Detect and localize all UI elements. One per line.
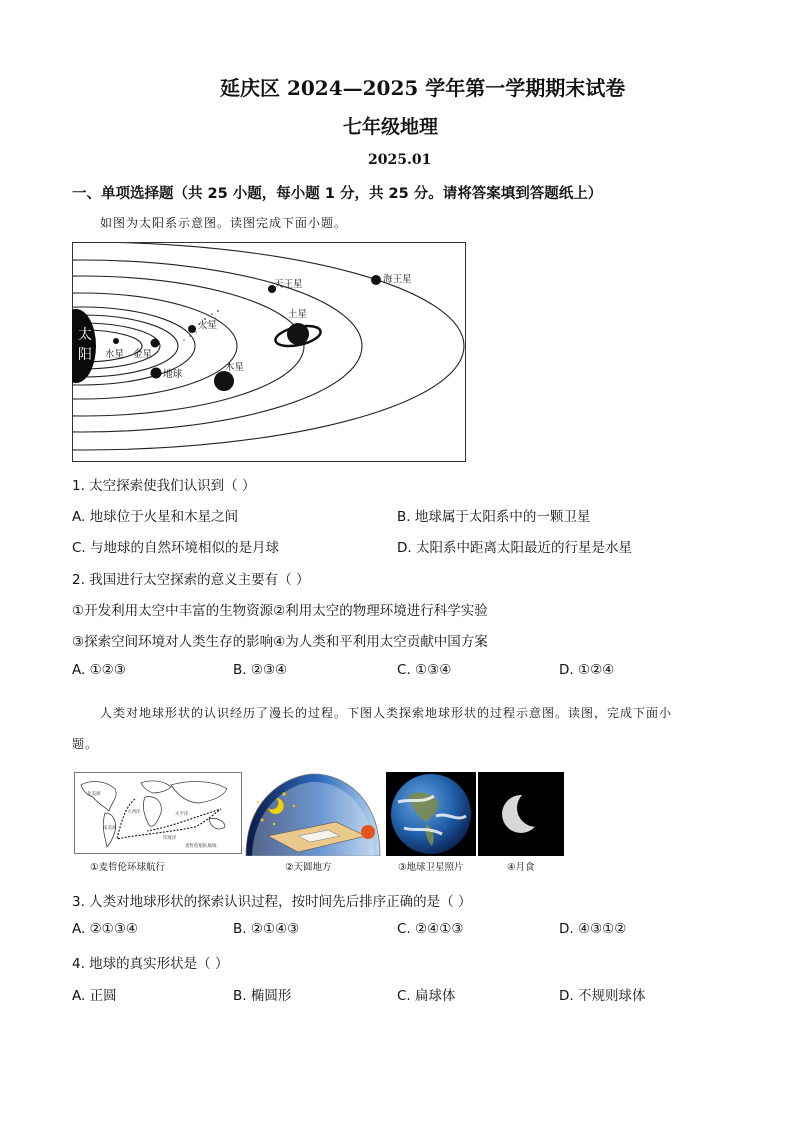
- q2-statement-line-1: ①开发利用太空中丰富的生物资源②利用太空的物理环境进行科学实验: [72, 603, 488, 619]
- planet-earth: [151, 368, 162, 379]
- planet-mars: [188, 325, 196, 333]
- caption-satellite-photo: ③地球卫星照片: [398, 862, 464, 873]
- planet-jupiter: [214, 371, 234, 391]
- caption-sky-dome: ②天圆地方: [285, 862, 332, 873]
- q3-option-a[interactable]: A. ②①③④: [72, 921, 138, 937]
- map-label-atlantic: 大西洋: [127, 810, 141, 815]
- earth-photo: [386, 772, 476, 856]
- intro-text-2-line-2: 题。: [72, 737, 99, 751]
- earth-photo-panel: [386, 772, 476, 856]
- intro-text-1: 如图为太阳系示意图。读图完成下面小题。: [100, 216, 348, 230]
- label-neptune: 海王星: [383, 274, 412, 285]
- map-label-indian: 印度洋: [163, 836, 177, 841]
- q1-option-c[interactable]: C. 与地球的自然环境相似的是月球: [72, 540, 280, 556]
- q4-option-b[interactable]: B. 椭圆形: [233, 988, 292, 1004]
- exam-subtitle: 七年级地理: [343, 116, 439, 138]
- q4-stem: 4. 地球的真实形状是（ ）: [72, 956, 229, 972]
- intro-text-2-line-1: 人类对地球形状的认识经历了漫长的过程。下图人类探索地球形状的过程示意图。读图，完成下面小: [100, 706, 673, 720]
- q1-stem: 1. 太空探索使我们认识到（ ）: [72, 478, 256, 494]
- q3-stem: 3. 人类对地球形状的探索认识过程，按时间先后排序正确的是（ ）: [72, 894, 472, 910]
- planet-mercury: [113, 338, 119, 344]
- q3-option-d[interactable]: D. ④③①②: [559, 921, 627, 937]
- map-label-route: 麦哲伦船队航线: [185, 844, 217, 849]
- q4-option-d[interactable]: D. 不规则球体: [559, 988, 646, 1004]
- exam-title: 延庆区 2024—2025 学年第一学期期末试卷: [220, 76, 626, 100]
- caption-magellan: ①麦哲伦环球航行: [90, 862, 166, 873]
- exam-date: 2025.01: [368, 152, 432, 168]
- q4-option-c[interactable]: C. 扁球体: [397, 988, 456, 1004]
- planet-venus: [151, 339, 160, 348]
- q2-option-d[interactable]: D. ①②④: [559, 662, 615, 678]
- map-label-north-america: 北美洲: [87, 792, 101, 797]
- map-label-pacific: 太平洋: [175, 812, 189, 817]
- q1-option-d[interactable]: D. 太阳系中距离太阳最近的行星是水星: [397, 540, 632, 556]
- q2-option-a[interactable]: A. ①②③: [72, 662, 126, 678]
- q1-option-b[interactable]: B. 地球属于太阳系中的一颗卫星: [397, 509, 591, 525]
- q2-stem: 2. 我国进行太空探索的意义主要有（ ）: [72, 572, 310, 588]
- sun-label-2: 阳: [78, 347, 92, 363]
- sun-icon: [361, 825, 375, 839]
- lunar-eclipse-panel: [478, 772, 564, 856]
- label-mercury: 水星: [105, 349, 125, 360]
- label-venus: 金星: [133, 349, 153, 360]
- label-mars: 火星: [198, 320, 218, 331]
- label-earth: 地球: [163, 369, 183, 380]
- planet-neptune: [371, 275, 381, 285]
- q3-option-b[interactable]: B. ②①④③: [233, 921, 300, 937]
- sun-label-1: 太: [78, 327, 92, 343]
- magellan-map-panel: [74, 772, 242, 854]
- label-uranus: 天王星: [274, 279, 303, 290]
- q3-option-c[interactable]: C. ②④①③: [397, 921, 464, 937]
- q2-option-c[interactable]: C. ①③④: [397, 662, 452, 678]
- map-label-south-america: 南美洲: [103, 826, 117, 831]
- section-heading: 一、单项选择题（共 25 小题，每小题 1 分，共 25 分。请将答案填到答题纸上）: [72, 186, 603, 202]
- label-saturn: 土星: [288, 309, 308, 320]
- magellan-map: [75, 773, 241, 853]
- q2-option-b[interactable]: B. ②③④: [233, 662, 288, 678]
- q1-option-a[interactable]: A. 地球位于火星和木星之间: [72, 509, 239, 525]
- q2-statement-line-2: ③探索空间环境对人类生存的影响④为人类和平利用太空贡献中国方案: [72, 634, 488, 650]
- sky-dome-figure: [244, 772, 382, 856]
- lunar-eclipse: [478, 772, 564, 856]
- solar-system-figure: [72, 242, 467, 463]
- caption-lunar-eclipse: ④月食: [507, 862, 535, 873]
- label-jupiter: 木星: [225, 362, 245, 373]
- q4-option-a[interactable]: A. 正圆: [72, 988, 117, 1004]
